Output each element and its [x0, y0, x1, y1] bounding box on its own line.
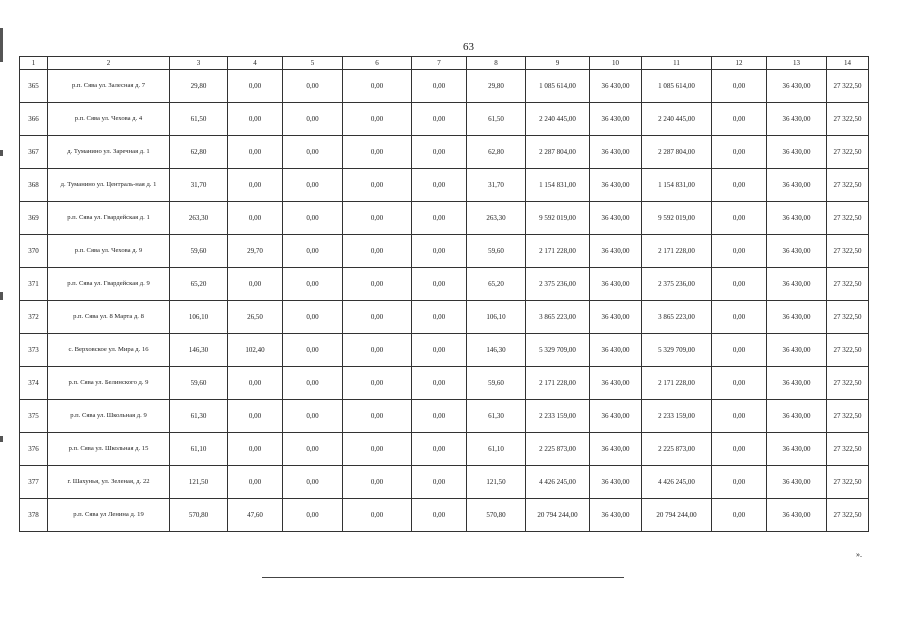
table-cell: 1 154 831,00 — [642, 169, 712, 202]
table-cell: 2 375 236,00 — [642, 268, 712, 301]
table-cell: 29,80 — [170, 70, 228, 103]
table-cell: 36 430,00 — [590, 367, 642, 400]
table-cell: 2 240 445,00 — [526, 103, 590, 136]
table-cell: 371 — [20, 268, 48, 301]
address-cell: р.п. Сява ул. Школьная д. 9 — [48, 400, 170, 433]
table-cell: 146,30 — [170, 334, 228, 367]
address-cell: д. Туманино ул. Заречная д. 1 — [48, 136, 170, 169]
table-cell: 26,50 — [228, 301, 283, 334]
address-cell: р.п. Сява ул. Залесная д. 7 — [48, 70, 170, 103]
table-cell: 27 322,50 — [827, 268, 869, 301]
table-cell: 36 430,00 — [767, 70, 827, 103]
table-cell: 65,20 — [170, 268, 228, 301]
table-cell: 0,00 — [412, 301, 467, 334]
table-cell: 0,00 — [712, 103, 767, 136]
table-cell: 20 794 244,00 — [526, 499, 590, 532]
table-cell: 365 — [20, 70, 48, 103]
table-cell: 2 171 228,00 — [526, 235, 590, 268]
table-cell: 4 426 245,00 — [526, 466, 590, 499]
table-cell: 2 287 804,00 — [642, 136, 712, 169]
table-cell: 36 430,00 — [590, 202, 642, 235]
table-cell: 36 430,00 — [590, 466, 642, 499]
table-cell: 570,80 — [170, 499, 228, 532]
table-cell: 0,00 — [283, 202, 343, 235]
table-header-row — [20, 57, 869, 70]
table-cell: 0,00 — [712, 433, 767, 466]
table-cell: 106,10 — [170, 301, 228, 334]
table-cell: 0,00 — [228, 202, 283, 235]
table-cell: 36 430,00 — [590, 499, 642, 532]
table-cell: 36 430,00 — [590, 268, 642, 301]
table-cell: 61,30 — [170, 400, 228, 433]
table-cell: 0,00 — [343, 499, 412, 532]
table-cell: 0,00 — [712, 202, 767, 235]
binding-mark-lower — [0, 436, 3, 442]
table-cell: 0,00 — [283, 367, 343, 400]
column-header: 9 — [526, 57, 590, 70]
column-header: 8 — [467, 57, 526, 70]
table-cell: 367 — [20, 136, 48, 169]
table-cell: 27 322,50 — [827, 301, 869, 334]
table-cell: 27 322,50 — [827, 136, 869, 169]
column-header: 4 — [228, 57, 283, 70]
table-cell: 36 430,00 — [590, 103, 642, 136]
table-cell: 9 592 019,00 — [526, 202, 590, 235]
table-cell: 65,20 — [467, 268, 526, 301]
address-cell: р.п. Сява ул. 8 Марта д. 8 — [48, 301, 170, 334]
footnote-mark: ». — [856, 550, 862, 559]
table-row — [20, 334, 869, 367]
address-cell: р.п. Сява ул. Школьная д. 15 — [48, 433, 170, 466]
table-row — [20, 301, 869, 334]
table-cell: 2 287 804,00 — [526, 136, 590, 169]
address-cell: р.п. Сява ул. Чехова д. 4 — [48, 103, 170, 136]
table-cell: 0,00 — [283, 268, 343, 301]
table-cell: 59,60 — [170, 235, 228, 268]
table-cell: 61,50 — [170, 103, 228, 136]
table-cell: 0,00 — [228, 400, 283, 433]
table-cell: 27 322,50 — [827, 499, 869, 532]
table-cell: 106,10 — [467, 301, 526, 334]
table-cell: 0,00 — [412, 334, 467, 367]
table-cell: 2 240 445,00 — [642, 103, 712, 136]
table-cell: 0,00 — [283, 466, 343, 499]
table-row — [20, 70, 869, 103]
table-cell: 0,00 — [343, 433, 412, 466]
column-header: 14 — [827, 57, 869, 70]
column-header: 12 — [712, 57, 767, 70]
table-cell: 36 430,00 — [590, 301, 642, 334]
table-cell: 59,60 — [170, 367, 228, 400]
table-cell: 0,00 — [412, 466, 467, 499]
table-cell: 29,70 — [228, 235, 283, 268]
table-cell: 36 430,00 — [767, 136, 827, 169]
table-cell: 47,60 — [228, 499, 283, 532]
table-cell: 0,00 — [412, 268, 467, 301]
table-cell: 3 865 223,00 — [526, 301, 590, 334]
table-cell: 0,00 — [412, 400, 467, 433]
table-cell: 121,50 — [467, 466, 526, 499]
table-cell: 0,00 — [343, 367, 412, 400]
table-cell: 27 322,50 — [827, 334, 869, 367]
column-header: 3 — [170, 57, 228, 70]
table-cell: 5 329 709,00 — [526, 334, 590, 367]
table-cell: 102,40 — [228, 334, 283, 367]
table-cell: 0,00 — [228, 70, 283, 103]
table-cell: 372 — [20, 301, 48, 334]
table-cell: 0,00 — [412, 136, 467, 169]
table-cell: 0,00 — [343, 202, 412, 235]
table-cell: 374 — [20, 367, 48, 400]
table-cell: 0,00 — [228, 367, 283, 400]
table-cell: 0,00 — [343, 103, 412, 136]
table-cell: 0,00 — [412, 169, 467, 202]
table-cell: 0,00 — [343, 136, 412, 169]
table-cell: 0,00 — [343, 400, 412, 433]
table-cell: 0,00 — [228, 136, 283, 169]
table-cell: 62,80 — [467, 136, 526, 169]
table-cell: 0,00 — [412, 103, 467, 136]
table-row — [20, 367, 869, 400]
column-header: 11 — [642, 57, 712, 70]
table-cell: 36 430,00 — [767, 169, 827, 202]
table-cell: 61,10 — [467, 433, 526, 466]
table-cell: 36 430,00 — [590, 70, 642, 103]
table-cell: 2 171 228,00 — [642, 367, 712, 400]
page-number: 63 — [463, 41, 474, 53]
table-cell: 27 322,50 — [827, 367, 869, 400]
table-cell: 121,50 — [170, 466, 228, 499]
table-cell: 36 430,00 — [590, 169, 642, 202]
table-cell: 2 233 159,00 — [642, 400, 712, 433]
table-cell: 0,00 — [283, 70, 343, 103]
table-cell: 61,50 — [467, 103, 526, 136]
table-cell: 61,10 — [170, 433, 228, 466]
table-cell: 0,00 — [712, 268, 767, 301]
table-cell: 0,00 — [712, 136, 767, 169]
table-cell: 61,30 — [467, 400, 526, 433]
table-cell: 0,00 — [412, 433, 467, 466]
table-cell: 369 — [20, 202, 48, 235]
table-cell: 2 233 159,00 — [526, 400, 590, 433]
table-cell: 0,00 — [712, 367, 767, 400]
table-cell: 36 430,00 — [767, 499, 827, 532]
column-header: 2 — [48, 57, 170, 70]
table-cell: 376 — [20, 433, 48, 466]
table-cell: 370 — [20, 235, 48, 268]
table-cell: 0,00 — [228, 169, 283, 202]
table-cell: 0,00 — [712, 70, 767, 103]
table-cell: 27 322,50 — [827, 433, 869, 466]
table-cell: 2 171 228,00 — [642, 235, 712, 268]
table-cell: 36 430,00 — [590, 400, 642, 433]
table-cell: 5 329 709,00 — [642, 334, 712, 367]
table-cell: 0,00 — [712, 169, 767, 202]
table-cell: 570,80 — [467, 499, 526, 532]
column-header: 5 — [283, 57, 343, 70]
binding-mark-middle — [0, 292, 3, 300]
table-cell: 0,00 — [343, 169, 412, 202]
table-cell: 2 375 236,00 — [526, 268, 590, 301]
table-cell: 2 171 228,00 — [526, 367, 590, 400]
table-cell: 0,00 — [712, 334, 767, 367]
table-cell: 0,00 — [228, 268, 283, 301]
table-cell: 36 430,00 — [590, 433, 642, 466]
table-cell: 3 865 223,00 — [642, 301, 712, 334]
table-cell: 36 430,00 — [590, 334, 642, 367]
table-cell: 0,00 — [283, 334, 343, 367]
table-cell: 0,00 — [283, 400, 343, 433]
table-cell: 146,30 — [467, 334, 526, 367]
table-cell: 0,00 — [228, 433, 283, 466]
column-header: 1 — [20, 57, 48, 70]
address-cell: р.п. Сява ул. Чехова д. 9 — [48, 235, 170, 268]
table-cell: 27 322,50 — [827, 235, 869, 268]
table-cell: 375 — [20, 400, 48, 433]
table-cell: 366 — [20, 103, 48, 136]
table-cell: 9 592 019,00 — [642, 202, 712, 235]
address-cell: д. Туманино ул. Централь-ная д. 1 — [48, 169, 170, 202]
table-cell: 368 — [20, 169, 48, 202]
address-cell: р.п. Сява ул. Белинского д. 9 — [48, 367, 170, 400]
table-body — [20, 57, 869, 532]
table-cell: 27 322,50 — [827, 70, 869, 103]
table-cell: 0,00 — [343, 235, 412, 268]
table-cell: 31,70 — [467, 169, 526, 202]
table-cell: 36 430,00 — [767, 400, 827, 433]
table-cell: 31,70 — [170, 169, 228, 202]
table-cell: 59,60 — [467, 367, 526, 400]
table-cell: 27 322,50 — [827, 400, 869, 433]
table-cell: 0,00 — [712, 466, 767, 499]
table-row — [20, 202, 869, 235]
table-cell: 0,00 — [412, 367, 467, 400]
table-cell: 0,00 — [283, 235, 343, 268]
table-cell: 0,00 — [412, 70, 467, 103]
table-cell: 0,00 — [283, 136, 343, 169]
table-row — [20, 103, 869, 136]
address-cell: р.п. Сява ул. Гвардейская д. 1 — [48, 202, 170, 235]
table-cell: 0,00 — [343, 268, 412, 301]
table-cell: 36 430,00 — [767, 202, 827, 235]
table-cell: 27 322,50 — [827, 466, 869, 499]
column-header: 10 — [590, 57, 642, 70]
table-row — [20, 433, 869, 466]
table-cell: 36 430,00 — [767, 334, 827, 367]
table-cell: 2 225 873,00 — [526, 433, 590, 466]
table-cell: 263,30 — [467, 202, 526, 235]
table-row — [20, 466, 869, 499]
address-cell: р.п. Сява ул Ленина д. 19 — [48, 499, 170, 532]
data-table — [19, 56, 869, 532]
table-cell: 20 794 244,00 — [642, 499, 712, 532]
table-cell: 36 430,00 — [767, 268, 827, 301]
table-cell: 378 — [20, 499, 48, 532]
table-cell: 0,00 — [283, 301, 343, 334]
table-cell: 0,00 — [712, 301, 767, 334]
table-cell: 0,00 — [712, 235, 767, 268]
table-cell: 0,00 — [228, 103, 283, 136]
table-cell: 1 085 614,00 — [526, 70, 590, 103]
table-cell: 0,00 — [283, 433, 343, 466]
table-cell: 36 430,00 — [767, 103, 827, 136]
table-cell: 0,00 — [343, 334, 412, 367]
table-cell: 27 322,50 — [827, 103, 869, 136]
address-cell: р.п. Сява ул. Гвардейская д. 9 — [48, 268, 170, 301]
table-cell: 0,00 — [343, 70, 412, 103]
table-cell: 36 430,00 — [767, 466, 827, 499]
table-cell: 0,00 — [283, 499, 343, 532]
table-cell: 36 430,00 — [590, 235, 642, 268]
table-row — [20, 235, 869, 268]
table-cell: 0,00 — [412, 235, 467, 268]
table-cell: 0,00 — [712, 499, 767, 532]
table-cell: 0,00 — [412, 499, 467, 532]
table-cell: 62,80 — [170, 136, 228, 169]
table-cell: 0,00 — [283, 169, 343, 202]
table-cell: 27 322,50 — [827, 169, 869, 202]
table-cell: 0,00 — [343, 466, 412, 499]
table-cell: 59,60 — [467, 235, 526, 268]
table-cell: 0,00 — [228, 466, 283, 499]
table-row — [20, 400, 869, 433]
column-header: 13 — [767, 57, 827, 70]
table-row — [20, 268, 869, 301]
table-cell: 0,00 — [712, 400, 767, 433]
table-cell: 27 322,50 — [827, 202, 869, 235]
signature-line — [262, 577, 624, 578]
table-cell: 36 430,00 — [767, 433, 827, 466]
column-header: 7 — [412, 57, 467, 70]
table-cell: 36 430,00 — [767, 235, 827, 268]
table-cell: 4 426 245,00 — [642, 466, 712, 499]
table-cell: 2 225 873,00 — [642, 433, 712, 466]
table-row — [20, 169, 869, 202]
table-cell: 1 085 614,00 — [642, 70, 712, 103]
table-cell: 377 — [20, 466, 48, 499]
table-cell: 36 430,00 — [590, 136, 642, 169]
table-cell: 263,30 — [170, 202, 228, 235]
table-cell: 36 430,00 — [767, 367, 827, 400]
column-header: 6 — [343, 57, 412, 70]
table-row — [20, 499, 869, 532]
table-cell: 373 — [20, 334, 48, 367]
table-cell: 0,00 — [343, 301, 412, 334]
binding-mark-upper — [0, 150, 3, 156]
address-cell: г. Шахунья, ул. Зеленая, д. 22 — [48, 466, 170, 499]
table-cell: 1 154 831,00 — [526, 169, 590, 202]
address-cell: с. Верховское ул. Мира д. 16 — [48, 334, 170, 367]
table-cell: 29,80 — [467, 70, 526, 103]
table-row — [20, 136, 869, 169]
table-cell: 0,00 — [412, 202, 467, 235]
table-cell: 0,00 — [283, 103, 343, 136]
table-cell: 36 430,00 — [767, 301, 827, 334]
